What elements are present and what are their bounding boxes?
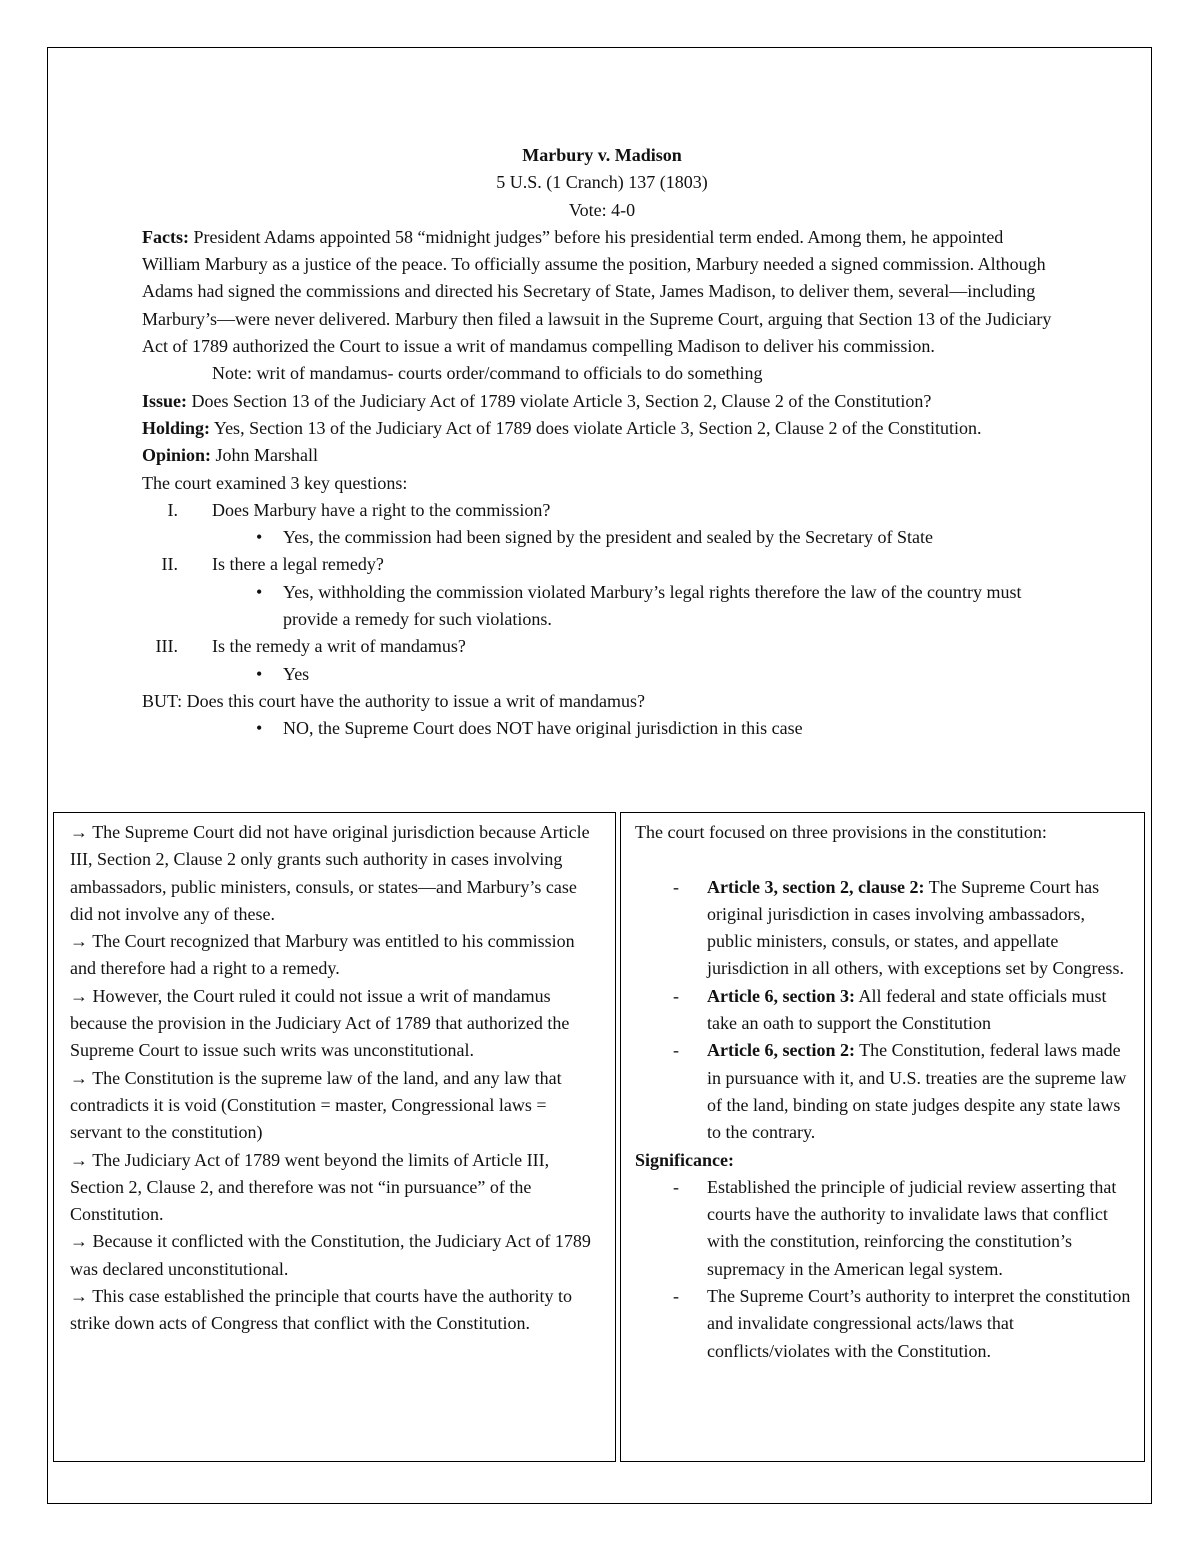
significance-label: Significance: [635,1149,734,1170]
opinion-paragraph [142,442,1062,469]
answer-item [142,579,1043,634]
holding-text: Yes, Section 13 of the Judiciary Act of 1789 does violate Article 3, Section 2, Clause 2 of the Constitution. [213,417,982,438]
provision-item [635,1037,1134,1146]
arrow-right-icon: → [70,822,88,842]
provisions-box [620,812,1145,1462]
question-text: Does Marbury have a right to the commission? [212,499,551,520]
answer-text: Yes, the commission had been signed by the president and sealed by the Secretary of State [283,527,934,548]
provision-label: Article 6, section 2: [707,1040,855,1061]
reasoning-item: → The Supreme Court did not have original jurisdiction because Article III, Section 2, Clause 2 only grants such authority in cases involving ambassadors, public ministers, consuls, or states—and Marbury’s case did not involve any of these. [70,822,590,924]
bullet-icon: • [256,581,263,602]
bullet-icon: • [256,663,263,684]
significance-text: Established the principle of judicial review asserting that courts have the authority to invalidate laws that conflict with the constitution, reinforcing the constitution’s supremacy in the American legal system. [707,1176,1117,1279]
question-number: III. [155,636,178,657]
provisions-intro: The court focused on three provisions in the constitution: [635,822,1047,842]
reasoning-box [53,812,616,1462]
case-citation: 5 U.S. (1 Cranch) 137 (1803) [496,172,708,193]
provision-item [635,874,1134,983]
spacer [635,846,1134,873]
reasoning-item: → Because it conflicted with the Constitution, the Judiciary Act of 1789 was declared unconstitutional. [70,1231,591,1279]
answer-text: Yes, withholding the commission violated Marbury’s legal rights therefore the law of the country must provide a remedy for such violations. [283,581,1022,630]
dash-bullet-icon: - [673,1040,679,1061]
question-number: I. [167,499,178,520]
question-item [142,633,1062,660]
dash-bullet-icon: - [673,1176,679,1197]
answer-item [142,715,1062,742]
answer-text: Yes [283,663,310,684]
reasoning-item: → However, the Court ruled it could not issue a writ of mandamus because the provision in the Judiciary Act of 1789 that authorized the Supreme Court to issue such writs was unconstitutional. [70,985,570,1061]
facts-paragraph [142,224,1062,360]
reasoning-item: → The Court recognized that Marbury was entitled to his commission and therefore had a right to a remedy. [70,931,575,979]
question-item [142,551,1062,578]
holding-label: Holding: [142,417,211,438]
arrow-right-icon: → [70,1231,88,1252]
provision-text: All federal and state officials must take an oath to support the Constitution [707,985,1107,1034]
arrow-right-icon: → [70,1286,88,1307]
but-question: BUT: Does this court have the authority to issue a writ of mandamus? [142,690,645,711]
provision-label: Article 3, section 2, clause 2: [707,876,925,897]
reasoning-item: → The Judiciary Act of 1789 went beyond the limits of Article III, Section 2, Clause 2, and therefore was not “in pursuance” of the Constitution. [70,1149,550,1225]
bullet-icon: • [256,527,263,548]
significance-item [635,1283,1134,1365]
significance-text: The Supreme Court’s authority to interpret the constitution and invalidate congressional acts/laws that conflicts/violates with the Constitution. [707,1286,1131,1361]
question-text: Is the remedy a writ of mandamus? [212,636,466,657]
facts-label: Facts: [142,226,189,247]
provision-item [635,983,1134,1038]
significance-item [635,1174,1134,1283]
dash-bullet-icon: - [673,876,679,897]
reasoning-item: → This case established the principle that courts have the authority to strike down acts of Congress that conflict with the Constitution. [70,1286,573,1334]
arrow-right-icon: → [70,985,88,1006]
dash-bullet-icon: - [673,1286,679,1307]
answer-item [142,661,1062,688]
case-brief-top [142,142,1062,743]
question-text: Is there a legal remedy? [212,554,384,575]
answer-item [142,524,1062,551]
question-item [142,497,1062,524]
provision-text: The Supreme Court has original jurisdiction in cases involving ambassadors, public ministers, consuls, or states, and appellate jurisdiction in all others, with exceptions set by Congress. [707,876,1124,979]
facts-text: President Adams appointed 58 “midnight judges” before his presidential term ended. Among them, he appointed William Marbury as a justice of the peace. To officially assume the position, Marbury needed a signed commission. Although Adams had signed the commissions and directed his Secretary of State, James Madison, to deliver them, several—including Marbury’s—were never delivered. Marbury then filed a lawsuit in the Supreme Court, arguing that Section 13 of the Judiciary Act of 1789 authorized the Court to issue a writ of mandamus compelling Madison to deliver his commission. [142,226,1052,357]
issue-label: Issue: [142,390,188,411]
case-vote: Vote: 4-0 [568,199,636,220]
provision-label: Article 6, section 3: [707,985,855,1006]
dash-bullet-icon: - [673,985,679,1006]
opinion-label: Opinion: [142,445,212,466]
opinion-text: John Marshall [215,445,319,466]
holding-paragraph [142,415,1062,442]
issue-text: Does Section 13 of the Judiciary Act of 1789 violate Article 3, Section 2, Clause 2 of the Constitution? [191,390,932,411]
issue-paragraph [142,388,1062,415]
question-number: II. [161,554,178,575]
bullet-icon: • [256,718,263,739]
answer-text: NO, the Supreme Court does NOT have original jurisdiction in this case [283,718,803,739]
arrow-right-icon: → [70,931,88,952]
arrow-right-icon: → [70,1149,88,1170]
mandamus-note: Note: writ of mandamus- courts order/command to officials to do something [212,363,763,384]
arrow-right-icon: → [70,1067,88,1088]
case-title: Marbury v. Madison [522,145,682,165]
questions-intro: The court examined 3 key questions: [142,472,408,493]
reasoning-item: → The Constitution is the supreme law of the land, and any law that contradicts it is void (Constitution = master, Congressional laws = servant to the constitution) [70,1067,562,1143]
provision-text: The Constitution, federal laws made in pursuance with it, and U.S. treaties are the supreme law of the land, binding on state judges despite any state laws to the contrary. [707,1040,1127,1143]
